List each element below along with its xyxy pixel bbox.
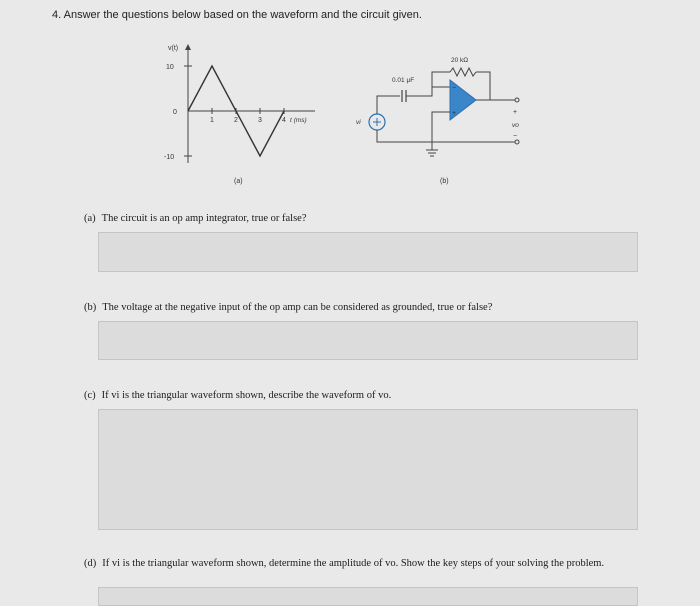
- question-b-number: (b): [84, 302, 97, 313]
- question-d: [84, 558, 644, 570]
- wire-noninv-ground: [432, 112, 450, 150]
- question-b: [84, 302, 492, 313]
- question-c-number: (c): [84, 390, 96, 401]
- opamp-minus: −: [452, 85, 457, 92]
- figure-svg: [140, 38, 540, 190]
- wire-cap-opamp: [406, 87, 450, 96]
- waveform-caption: (a): [234, 178, 243, 185]
- question-d-number: (d): [84, 558, 97, 569]
- output-label: vo: [512, 122, 519, 129]
- x-axis-label: t (ms): [290, 117, 307, 124]
- waveform-plot: [164, 44, 315, 185]
- x-tick-label-1: 1: [210, 117, 214, 124]
- answer-box-c[interactable]: [98, 409, 638, 530]
- output-terminal-minus: [515, 140, 519, 144]
- question-a: [84, 213, 307, 224]
- question-a-text: The circuit is an op amp integrator, true or false?: [101, 213, 307, 224]
- x-tick-label-4: 4: [282, 117, 286, 124]
- wire-source-ground: [377, 130, 432, 142]
- wire-source-cap: [377, 96, 400, 114]
- y-tick-label-0: 0: [173, 109, 177, 116]
- input-label: vi: [356, 119, 361, 126]
- y-axis-label: v(t): [168, 45, 179, 52]
- wire-feedback-left: [432, 72, 450, 87]
- question-c: [84, 390, 391, 401]
- output-terminal-plus: [515, 98, 519, 102]
- y-axis-arrow: [185, 44, 191, 50]
- question-header: 4. Answer the questions below based on the waveform and the circuit given.: [52, 9, 422, 21]
- opamp-plus: +: [452, 110, 457, 117]
- figure: [140, 38, 540, 190]
- answer-box-b[interactable]: [98, 321, 638, 360]
- x-tick-label-2: 2: [234, 117, 238, 124]
- question-c-text: If vi is the triangular waveform shown, describe the waveform of vo.: [101, 390, 392, 401]
- answer-box-d[interactable]: [98, 587, 638, 606]
- question-a-number: (a): [84, 213, 96, 224]
- x-tick-label-3: 3: [258, 117, 262, 124]
- question-b-text: The voltage at the negative input of the op amp can be considered as grounded, true or false?: [102, 302, 493, 313]
- y-tick-label-neg10: -10: [164, 154, 175, 161]
- circuit-caption: (b): [440, 178, 449, 185]
- capacitor-label: 0.01 μF: [392, 77, 415, 84]
- y-tick-label-10: 10: [166, 64, 174, 71]
- output-plus-sign: +: [513, 109, 518, 116]
- question-d-text: If vi is the triangular waveform shown, determine the amplitude of vo. Show the key steps of your solving the problem.: [102, 558, 605, 569]
- output-minus-sign: −: [513, 133, 518, 140]
- resistor-label: 20 kΩ: [451, 57, 469, 64]
- opamp-circuit: [356, 57, 519, 185]
- wire-feedback-right: [476, 72, 490, 100]
- resistor-icon: [450, 68, 476, 76]
- answer-box-a[interactable]: [98, 232, 638, 272]
